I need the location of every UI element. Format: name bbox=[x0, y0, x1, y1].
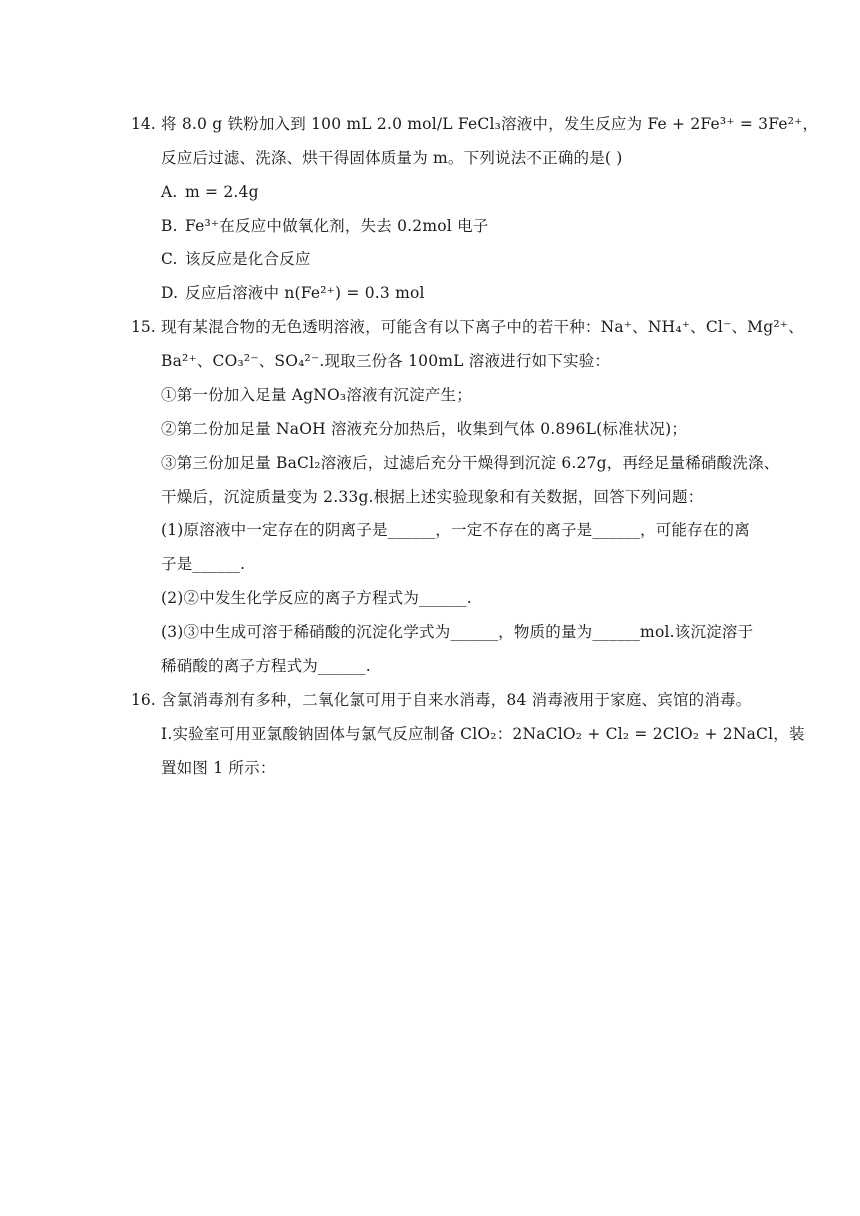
question-15-line-7: (1)原溶液中一定存在的阴离子是______，一定不存在的离子是______，可能存在的离 bbox=[161, 521, 750, 539]
option-letter: B. bbox=[161, 217, 178, 235]
option-text: m = 2.4g bbox=[185, 183, 259, 201]
question-14-option-d bbox=[161, 282, 425, 304]
question-15-line-6: 干燥后，沉淀质量变为 2.33g.根据上述实验现象和有关数据，回答下列问题： bbox=[161, 488, 704, 506]
option-letter: A. bbox=[161, 183, 178, 201]
question-14-option-a bbox=[161, 181, 259, 203]
question-14-option-b bbox=[161, 215, 488, 237]
question-14-number: 14. bbox=[131, 115, 156, 133]
question-15-line-10: (3)③中生成可溶于稀硝酸的沉淀化学式为______，物质的量为______mol.该沉淀溶于 bbox=[161, 623, 754, 641]
option-letter: D. bbox=[161, 284, 179, 302]
question-14-line-1: 将 8.0 g 铁粉加入到 100 mL 2.0 mol/L FeCl₃溶液中，发生反应为 Fe + 2Fe³⁺ = 3Fe²⁺， bbox=[161, 115, 819, 133]
question-14-line-2: 反应后过滤、洗涤、烘干得固体质量为 m。下列说法不正确的是( ) bbox=[161, 149, 623, 167]
question-16-line-3: 置如图 1 所示： bbox=[161, 759, 276, 777]
question-16-line-1: 含氯消毒剂有多种，二氧化氯可用于自来水消毒，84 消毒液用于家庭、宾馆的消毒。 bbox=[161, 691, 752, 709]
question-16-line-2: Ⅰ.实验室可用亚氯酸钠固体与氯气反应制备 ClO₂：2NaClO₂ + Cl₂ = 2ClO₂ + 2NaCl，装 bbox=[161, 725, 805, 743]
question-15-line-5: ③第三份加足量 BaCl₂溶液后，过滤后充分干燥得到沉淀 6.27g，再经足量稀硝酸洗涤、 bbox=[161, 454, 780, 472]
question-15-line-4: ②第二份加足量 NaOH 溶液充分加热后，收集到气体 0.896L(标准状况)； bbox=[161, 420, 688, 438]
question-15-number: 15. bbox=[131, 318, 156, 336]
question-16-number: 16. bbox=[131, 691, 156, 709]
question-15-line-3: ①第一份加入足量 AgNO₃溶液有沉淀产生； bbox=[161, 386, 472, 404]
question-15-line-1: 现有某混合物的无色透明溶液，可能含有以下离子中的若干种：Na⁺、NH₄⁺、Cl⁻、Mg²⁺、 bbox=[161, 318, 804, 336]
question-15-line-8: 子是______. bbox=[161, 555, 246, 573]
option-letter: C. bbox=[161, 250, 178, 268]
question-15-line-11: 稀硝酸的离子方程式为______. bbox=[161, 657, 371, 675]
question-14-option-c bbox=[161, 248, 311, 270]
question-15-line-2: Ba²⁺、CO₃²⁻、SO₄²⁻.现取三份各 100mL 溶液进行如下实验： bbox=[161, 352, 611, 370]
question-15-line-9: (2)②中发生化学反应的离子方程式为______. bbox=[161, 589, 472, 607]
option-text: 该反应是化合反应 bbox=[185, 250, 311, 268]
option-text: 反应后溶液中 n(Fe²⁺) = 0.3 mol bbox=[185, 284, 425, 302]
option-text: Fe³⁺在反应中做氧化剂，失去 0.2mol 电子 bbox=[185, 217, 489, 235]
